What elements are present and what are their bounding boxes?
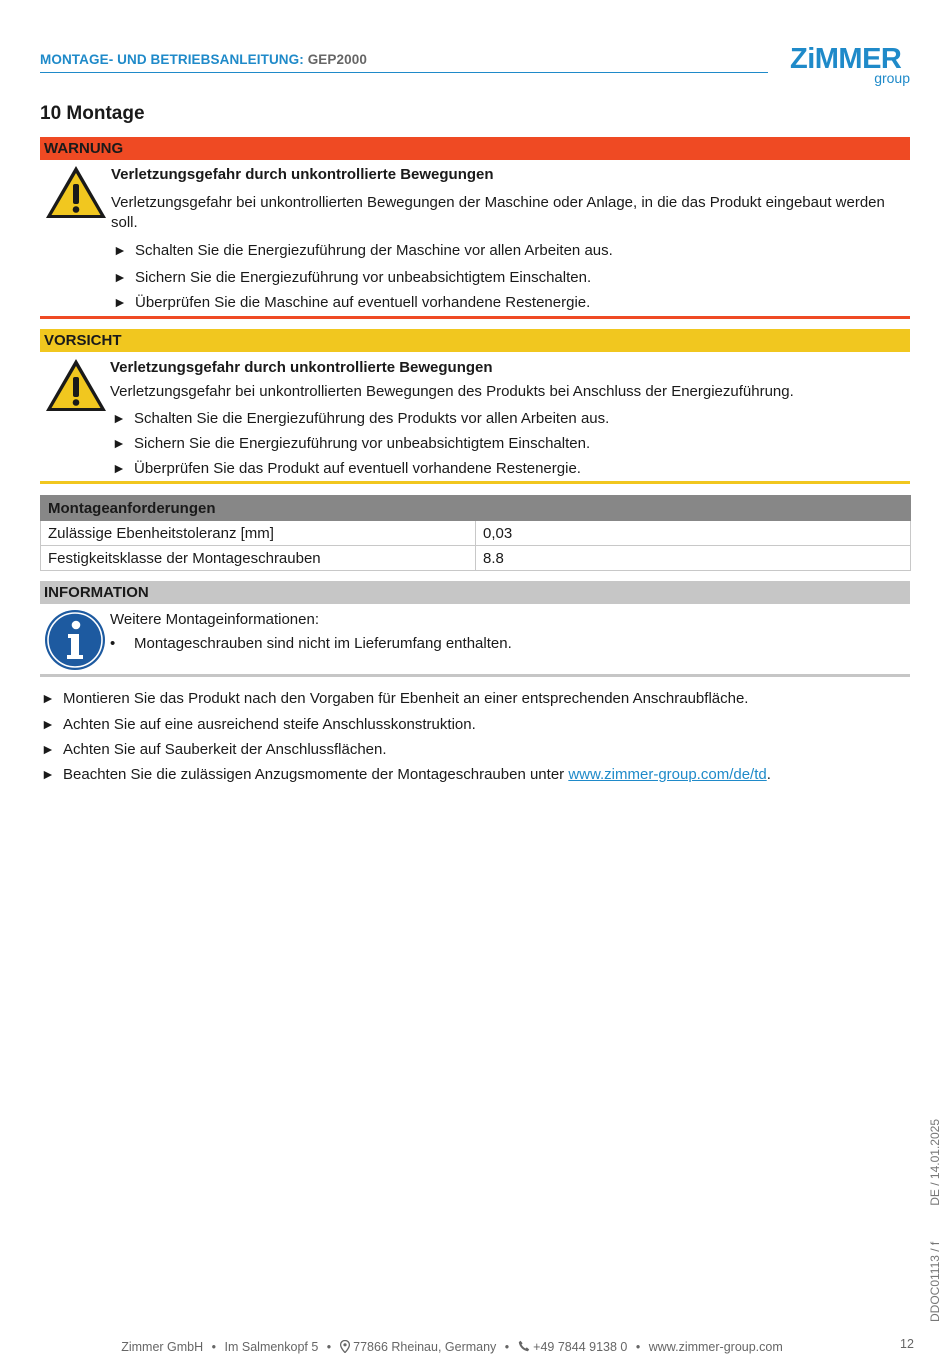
warning-step-text: Sichern Sie die Energiezuführung vor unbeabsichtigtem Einschalten. <box>135 269 592 286</box>
instruction-step <box>41 688 748 709</box>
arrow-right-icon: ► <box>112 410 126 426</box>
document-id: DDOC01113 / f <box>928 1241 942 1322</box>
warning-description: Verletzungsgefahr bei unkontrollierten Bewegungen der Maschine oder Anlage, in die das Produkt eingebaut werden soll. <box>111 194 885 231</box>
warning-step-text: Schalten Sie die Energiezuführung der Maschine vor allen Arbeiten aus. <box>135 242 613 259</box>
header-divider <box>40 72 768 73</box>
caution-heading: Verletzungsgefahr durch unkontrollierte Bewegungen <box>110 359 493 376</box>
table-cell-value: 8.8 <box>476 546 911 571</box>
table-cell-value: 0,03 <box>476 521 911 546</box>
phone-icon <box>518 1340 530 1352</box>
document-header-title <box>40 52 367 67</box>
table-header: Montageanforderungen <box>41 496 911 521</box>
arrow-right-icon: ► <box>113 269 127 285</box>
instruction-step <box>41 739 387 760</box>
table-row <box>41 521 911 546</box>
document-language-date: DE / 14.01.2025 <box>928 1119 942 1206</box>
caution-description: Verletzungsgefahr bei unkontrollierten Bewegungen des Produkts bei Anschluss der Energiezuführung. <box>110 383 794 400</box>
instruction-step <box>41 714 476 735</box>
arrow-right-icon: ► <box>113 294 127 310</box>
footer-company: Zimmer GmbH <box>121 1340 204 1354</box>
bullet-separator-icon: • <box>326 1340 332 1354</box>
arrow-right-icon: ► <box>41 766 55 782</box>
instruction-text: Achten Sie auf Sauberkeit der Anschlussflächen. <box>63 741 387 758</box>
footer-city: 77866 Rheinau, Germany <box>353 1340 497 1354</box>
logo-subtitle: group <box>874 70 910 86</box>
arrow-right-icon: ► <box>41 741 55 757</box>
bullet-separator-icon: • <box>635 1340 641 1354</box>
warning-step <box>113 292 590 313</box>
footer-website: www.zimmer-group.com <box>648 1340 783 1354</box>
logo-wordmark: ZiMMER <box>790 43 902 75</box>
torque-table-link[interactable]: www.zimmer-group.com/de/td <box>568 766 767 783</box>
location-pin-icon <box>340 1340 350 1353</box>
instruction-text-end: . <box>766 766 771 783</box>
header-product-name: GEP2000 <box>307 52 367 67</box>
arrow-right-icon: ► <box>41 690 55 706</box>
table-cell-label: Zulässige Ebenheitstoleranz [mm] <box>41 521 476 546</box>
caution-step-text: Schalten Sie die Energiezuführung des Produkts vor allen Arbeiten aus. <box>134 410 610 427</box>
zimmer-group-logo <box>790 44 912 88</box>
table-header-row <box>41 496 911 521</box>
bullet-dot-icon: • <box>110 635 116 652</box>
warning-step <box>113 267 591 288</box>
footer-street: Im Salmenkopf 5 <box>224 1340 319 1354</box>
warning-step-text: Überprüfen Sie die Maschine auf eventuell vorhandene Restenergie. <box>135 294 591 311</box>
document-id-vertical <box>928 1119 942 1322</box>
arrow-right-icon: ► <box>112 460 126 476</box>
arrow-right-icon: ► <box>112 435 126 451</box>
table-row <box>41 546 911 571</box>
instruction-text: Achten Sie auf eine ausreichend steife Anschlusskonstruktion. <box>63 716 476 733</box>
caution-bottom-rule <box>40 481 910 484</box>
mounting-requirements-table <box>40 495 911 571</box>
information-item-text: Montageschrauben sind nicht im Lieferumfang enthalten. <box>134 635 512 652</box>
warning-bottom-rule <box>40 316 910 319</box>
information-intro: Weitere Montageinformationen: <box>110 611 320 628</box>
caution-step <box>112 458 581 479</box>
caution-step <box>112 433 590 454</box>
caution-step-text: Sichern Sie die Energiezuführung vor unbeabsichtigtem Einschalten. <box>134 435 591 452</box>
warning-triangle-icon <box>44 164 108 220</box>
information-bottom-rule <box>40 674 910 677</box>
warning-step <box>113 240 613 261</box>
instruction-text: Montieren Sie das Produkt nach den Vorgaben für Ebenheit an einer entsprechenden Anschraubfläche. <box>63 690 749 707</box>
information-label-bar: INFORMATION <box>40 581 910 604</box>
page-number: 12 <box>900 1337 914 1351</box>
warning-heading: Verletzungsgefahr durch unkontrollierte Bewegungen <box>111 166 494 183</box>
chapter-title: 10 Montage <box>40 103 145 124</box>
bullet-separator-icon: • <box>504 1340 510 1354</box>
warning-label-bar: WARNUNG <box>40 137 910 160</box>
information-item <box>110 634 512 654</box>
caution-triangle-icon <box>44 357 108 413</box>
caution-step-text: Überprüfen Sie das Produkt auf eventuell vorhandene Restenergie. <box>134 460 581 477</box>
instruction-step <box>41 764 771 785</box>
footer-phone: +49 7844 9138 0 <box>533 1340 628 1354</box>
caution-label-bar: VORSICHT <box>40 329 910 352</box>
arrow-right-icon: ► <box>41 716 55 732</box>
page-footer <box>0 1340 904 1354</box>
bullet-separator-icon: • <box>211 1340 217 1354</box>
instruction-text: Beachten Sie die zulässigen Anzugsmomente der Montageschrauben unter <box>63 766 569 783</box>
caution-step <box>112 408 609 429</box>
information-icon <box>44 609 106 671</box>
header-manual-title: MONTAGE- UND BETRIEBSANLEITUNG: <box>40 52 304 67</box>
table-cell-label: Festigkeitsklasse der Montageschrauben <box>41 546 476 571</box>
arrow-right-icon: ► <box>113 242 127 258</box>
